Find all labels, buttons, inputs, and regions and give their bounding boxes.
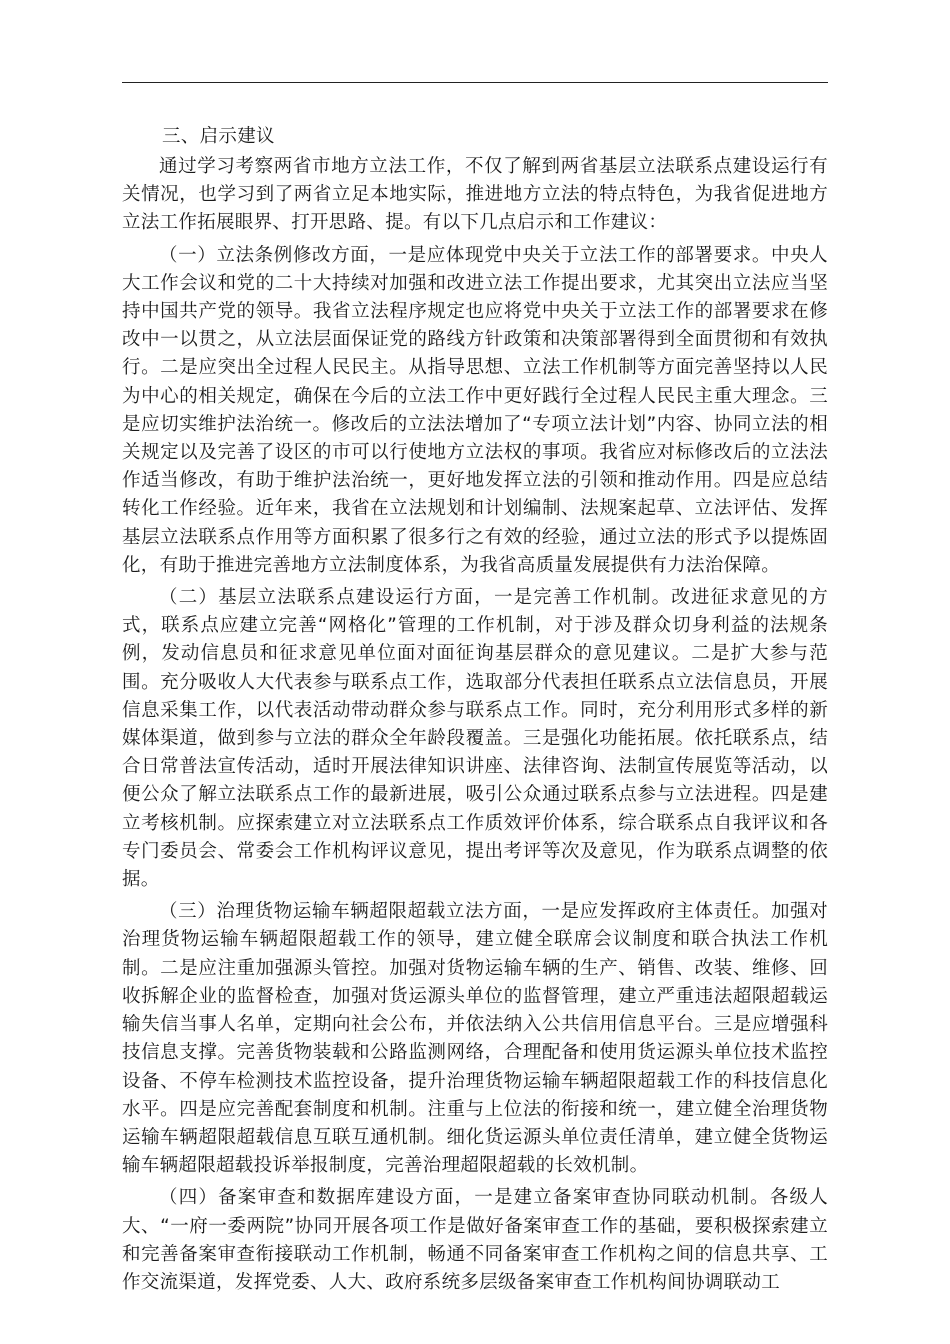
paragraph-legislative-regulation-revision: （一）立法条例修改方面，一是应体现党中央关于立法工作的部署要求。中央人大工作会议和党的二十大持续对加强和改进立法工作提出要求，尤其突出立法应当坚持中国共产党的领导。我省立法程序规定也应将党中央关于立法工作的部署要求在修改中一以贯之，从立法层面保证党的路线方针政策和决策部署得到全面贯彻和有效执行。二是应突出全过程人民民主。从指导思想、立法工作机制等方面完善坚持以人民为中心的相关规定，确保在今后的立法工作中更好践行全过程人民民主重大理念。三是应切实维护法治统一。修改后的立法法增加了“专项立法计划”内容、协同立法的相关规定以及完善了设区的市可以行使地方立法权的事项。我省应对标修改后的立法法作适当修改，有助于维护法治统一，更好地发挥立法的引领和推动作用。四是应总结转化工作经验。近年来，我省在立法规划和计划编制、法规案起草、立法评估、发挥基层立法联系点作用等方面积累了很多行之有效的经验，通过立法的形式予以提炼固化，有助于推进完善地方立法制度体系，为我省高质量发展提供有力法治保障。 <box>122 244 828 576</box>
paragraph-filing-review-database: （四）备案审查和数据库建设方面，一是建立备案审查协同联动机制。各级人大、“一府一委两院”协同开展各项工作是做好备案审查工作的基础，要积极探索建立和完善备案审查衔接联动工作机制，畅通不同备案审查工作机构之间的信息共享、工作交流渠道，发挥党委、人大、政府系统多层级备案审查工作机构间协调联动工 <box>122 1187 828 1293</box>
document-body <box>122 123 828 1301</box>
paragraph-vehicle-overload-legislation: （三）治理货物运输车辆超限超载立法方面，一是应发挥政府主体责任。加强对治理货物运输车辆超限超载工作的领导，建立健全联席会议制度和联合执法工作机制。二是应注重加强源头管控。加强对货物运输车辆的生产、销售、改装、维修、回收拆解企业的监督检查，加强对货运源头单位的监督管理，建立严重违法超限超载运输失信当事人名单，定期向社会公布，并依法纳入公共信用信息平台。三是应增强科技信息支撑。完善货物装载和公路监测网络，合理配备和使用货运源头单位技术监控设备、不停车检测技术监控设备，提升治理货物运输车辆超限超载工作的科技信息化水平。四是应完善配套制度和机制。注重与上位法的衔接和统一，建立健全治理货物运输车辆超限超载信息互联互通机制。细化货运源头单位责任清单，建立健全货物运输车辆超限超载投诉举报制度，完善治理超限超载的长效机制。 <box>122 901 828 1177</box>
header-divider <box>122 82 828 83</box>
paragraph-intro: 通过学习考察两省市地方立法工作，不仅了解到两省基层立法联系点建设运行有关情况，也学习到了两省立足本地实际，推进地方立法的特点特色，为我省促进地方立法工作拓展眼界、打开思路、提。有以下几点启示和工作建议： <box>122 156 828 234</box>
section-heading: 三、启示建议 <box>162 126 275 147</box>
paragraph-grassroots-contact-points: （二）基层立法联系点建设运行方面，一是完善工作机制。改进征求意见的方式，联系点应建立完善“网格化”管理的工作机制，对于涉及群众切身利益的法规条例，发动信息员和征求意见单位面对面征询基层群众的意见建议。二是扩大参与范围。充分吸收人大代表参与联系点工作，选取部分代表担任联系点立法信息员，开展信息采集工作，以代表活动带动群众参与联系点工作。同时，充分利用形式多样的新媒体渠道，做到参与立法的群众全年龄段覆盖。三是强化功能拓展。依托联系点，结合日常普法宣传活动，适时开展法律知识讲座、法律咨询、法制宣传展览等活动，以便公众了解立法联系点工作的最新进展，吸引公众通过联系点参与立法进程。四是建立考核机制。应探索建立对立法联系点工作质效评价体系，综合联系点自我评议和各专门委员会、常委会工作机构评议意见，提出考评等次及意见，作为联系点调整的依据。 <box>122 587 828 891</box>
